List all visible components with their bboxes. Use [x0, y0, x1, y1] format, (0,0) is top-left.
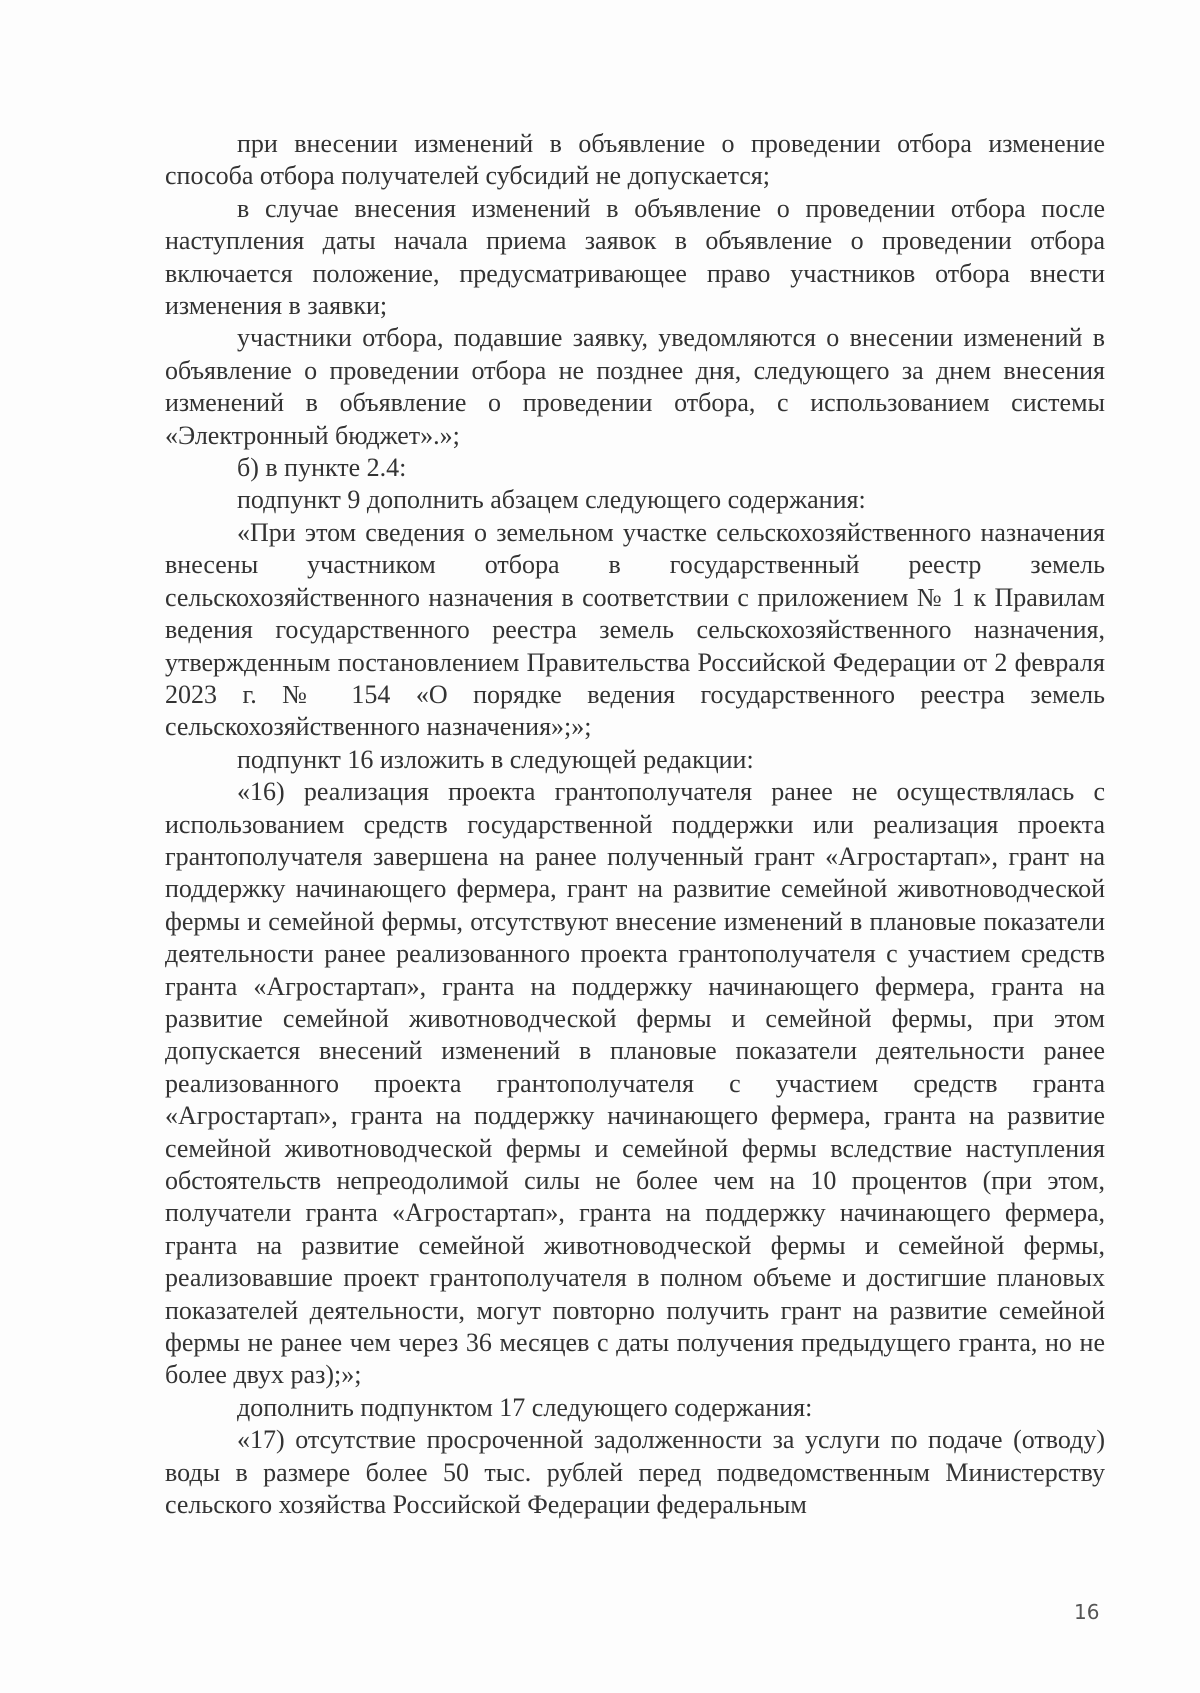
paragraph-2: в случае внесения изменений в объявление о проведении отбора после наступления даты начала приема заявок в объявление о проведении отбора включается положение, предусматривающее право участников отбора внести изменения в заявки;	[165, 193, 1105, 321]
page-number: 16	[1074, 1600, 1100, 1624]
paragraph-9: дополнить подпунктом 17 следующего содержания:	[237, 1392, 813, 1422]
paragraph-8: «16) реализация проекта грантополучателя ранее не осуществлялась с использованием средств государственной поддержки или реализация проекта грантополучателя завершена на ранее полученный грант «Агростартап», грант на поддержку начинающего фермера, грант на развитие семейной животноводческой фермы и семейной фермы, отсутствуют внесение изменений в плановые показатели деятельности ранее реализованного проекта грантополучателя с участием средств гранта «Агростартап», гранта на поддержку начинающего фермера, гранта на развитие семейной животноводческой фермы и семейной фермы, при этом допускается внесений изменений в плановые показатели деятельности ранее реализованного проекта грантополучателя с участием средств гранта «Агростартап», гранта на поддержку начинающего фермера, гранта на развитие семейной животноводческой фермы и семейной фермы вследствие наступления обстоятельств непреодолимой силы не более чем на 10 процентов (при этом, получатели гранта «Агростартап», гранта на поддержку начинающего фермера, гранта на развитие семейной животноводческой фермы и семейной фермы, реализовавшие проект грантополучателя в полном объеме и достигшие плановых показателей деятельности, могут повторно получить грант на развитие семейной фермы не ранее чем через 36 месяцев с даты получения предыдущего гранта, но не более двух раз);»;	[165, 777, 1105, 1390]
paragraph-1: при внесении изменений в объявление о проведении отбора изменение способа отбора получателей субсидий не допускается;	[165, 129, 1105, 191]
paragraph-10: «17) отсутствие просроченной задолженности за услуги по подаче (отводу) воды в размере более 50 тыс. рублей перед подведомственным Министерству сельского хозяйства Российской Федерации федеральным	[165, 1425, 1105, 1520]
paragraph-6: «При этом сведения о земельном участке сельскохозяйственного назначения внесены участником отбора в государственный реестр земель сельскохозяйственного назначения в соответствии с приложением № 1 к Правилам ведения государственного реестра земель сельскохозяйственного назначения, утвержденным постановлением Правительства Российской Федерации от 2 февраля 2023 г. № 154 «О порядке ведения государственного реестра земель сельскохозяйственного назначения»;»;	[165, 517, 1105, 742]
paragraph-4: б) в пункте 2.4:	[237, 453, 407, 483]
paragraph-5: подпункт 9 дополнить абзацем следующего содержания:	[237, 485, 866, 515]
document-body	[165, 128, 1105, 1521]
paragraph-7: подпункт 16 изложить в следующей редакции:	[237, 744, 754, 774]
paragraph-3: участники отбора, подавшие заявку, уведомляются о внесении изменений в объявление о проведении отбора не позднее дня, следующего за днем внесения изменений в объявление о проведении отбора, с использованием системы «Электронный бюджет».»;	[165, 323, 1105, 450]
